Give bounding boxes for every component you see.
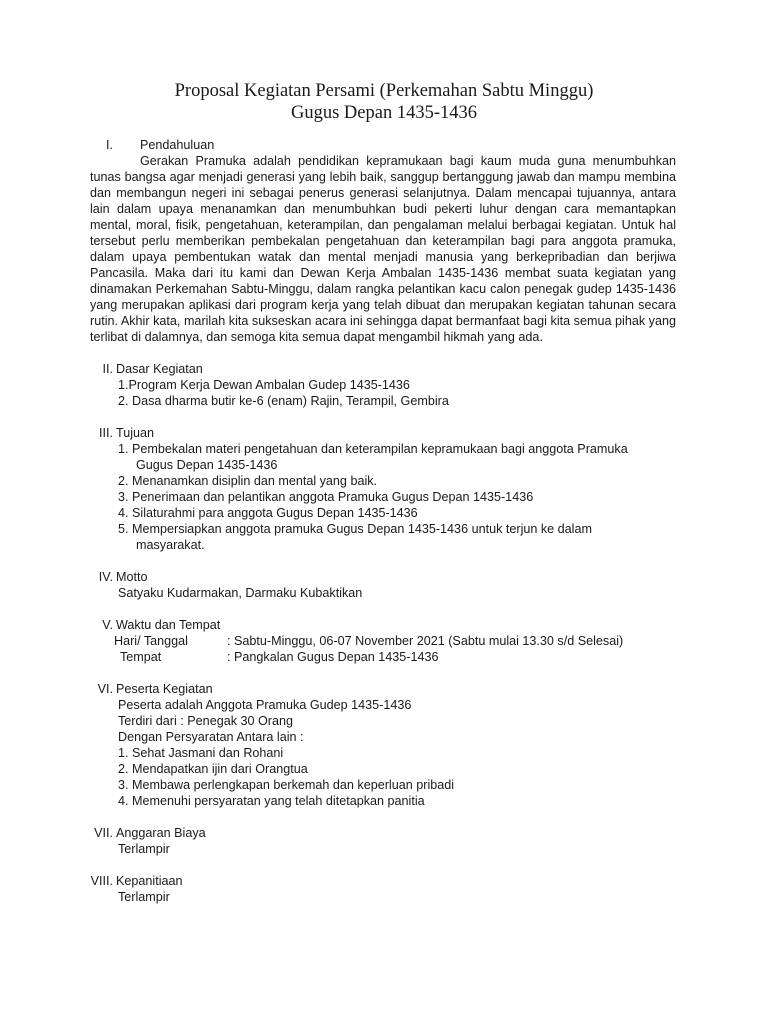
section-peserta	[90, 681, 676, 809]
list-item: 1.Program Kerja Dewan Ambalan Gudep 1435-1436	[118, 378, 410, 392]
section-heading: Tujuan	[116, 426, 155, 440]
schedule-row	[90, 633, 676, 649]
schedule-value: : Pangkalan Gugus Depan 1435-1436	[227, 650, 439, 664]
text-line: Terlampir	[118, 842, 170, 856]
list-item: 4. Memenuhi persyaratan yang telah ditetapkan panitia	[118, 794, 425, 808]
section-motto	[90, 569, 676, 601]
section-number: VIII.	[90, 874, 113, 888]
title-line-1: Proposal Kegiatan Persami (Perkemahan Sabtu Minggu)	[174, 81, 594, 101]
section-tujuan	[90, 425, 676, 553]
list-item: 3. Penerimaan dan pelantikan anggota Pramuka Gugus Depan 1435-1436	[118, 490, 534, 504]
list-item: 4. Silaturahmi para anggota Gugus Depan 1435-1436	[118, 506, 418, 520]
section-waktu-tempat	[90, 617, 676, 665]
schedule-label: Tempat	[120, 650, 162, 664]
section-number: IV.	[98, 570, 113, 584]
section-heading: Waktu dan Tempat	[116, 618, 221, 632]
text-line: Peserta adalah Anggota Pramuka Gudep 1435-1436	[118, 698, 412, 712]
list-item: 1. Sehat Jasmani dan Rohani	[118, 746, 284, 760]
section-number: III.	[99, 426, 113, 440]
list-item: 2. Menanamkan disiplin dan mental yang baik.	[118, 474, 378, 488]
schedule-value: : Sabtu-Minggu, 06-07 November 2021 (Sabtu mulai 13.30 s/d Selesai)	[227, 634, 624, 648]
section-heading: Anggaran Biaya	[116, 826, 206, 840]
title-line-2: Gugus Depan 1435-1436	[290, 103, 477, 123]
section-number: V.	[102, 618, 113, 632]
section-anggaran	[90, 825, 676, 857]
text-line: Terdiri dari : Penegak 30 Orang	[118, 714, 294, 728]
section-number: VI.	[97, 682, 113, 696]
section-dasar-kegiatan	[90, 361, 676, 409]
motto-text: Satyaku Kudarmakan, Darmaku Kubaktikan	[118, 586, 363, 600]
section-heading: Kepanitiaan	[116, 874, 183, 888]
section-kepanitiaan	[90, 873, 676, 905]
schedule-row	[90, 649, 676, 665]
section-heading: Motto	[116, 570, 148, 584]
section-heading: Dasar Kegiatan	[116, 362, 203, 376]
section-number: II.	[102, 362, 113, 376]
text-line: Dengan Persyaratan Antara lain :	[118, 730, 304, 744]
section-heading: Peserta Kegiatan	[116, 682, 213, 696]
section-number: VII.	[94, 826, 113, 840]
document-body	[90, 137, 676, 905]
document-title	[0, 80, 768, 124]
list-item: 3. Membawa perlengkapan berkemah dan keperluan pribadi	[118, 778, 455, 792]
list-item: 2. Mendapatkan ijin dari Orangtua	[118, 762, 308, 776]
list-item: 2. Dasa dharma butir ke-6 (enam) Rajin, Terampil, Gembira	[118, 394, 449, 408]
schedule-label: Hari/ Tanggal	[114, 634, 188, 648]
section-heading: Pendahuluan	[140, 138, 215, 152]
section-number: I.	[106, 138, 113, 152]
text-line: Terlampir	[118, 890, 170, 904]
list-item: 1. Pembekalan materi pengetahuan dan keterampilan kepramukaan bagi anggota Pramuka Gugus Depan 1435-1436	[118, 442, 628, 472]
intro-paragraph: Gerakan Pramuka adalah pendidikan kepramukaan bagi kaum muda guna menumbuhkan tunas bangsa agar menjadi generasi yang lebih baik, sanggup bertanggung jawab dan mampu membina dan membangun negeri ini sebagai penerus generasi selanjutnya. Dalam mencapai tujuannya, antara lain dalam upaya menanamkan dan menumbuhkan budi pekerti luhur dengan cara memantapkan mental, moral, fisik, pengetahuan, keterampilan, dan pengalaman melalui berbagai kegiatan. Untuk hal tersebut perlu memberikan pembekalan pengetahuan dan keterampilan bagi para anggota pramuka, dalam upaya pembentukan watak dan mental menjadi manusia yang berkepribadian dan berjiwa Pancasila. Maka dari itu kami dan Dewan Kerja Ambalan 1435-1436 membat suata kegiatan yang dinamakan Perkemahan Sabtu-Minggu, dalam rangka pelantikan kacu calon penegak gudep 1435-1436 yang merupakan aplikasi dari program kerja yang telah dibuat dan merupakan kegiatan tahunan secara rutin. Akhir kata, marilah kita sukseskan acara ini sehingga dapat bermanfaat bagi kita semua pihak yang terlibat di dalamnya, dan semoga kita semua dapat mengambil hikmah yang ada.	[90, 154, 676, 344]
list-item: 5. Mempersiapkan anggota pramuka Gugus Depan 1435-1436 untuk terjun ke dalam masyarakat.	[118, 522, 592, 552]
section-pendahuluan	[90, 137, 676, 345]
